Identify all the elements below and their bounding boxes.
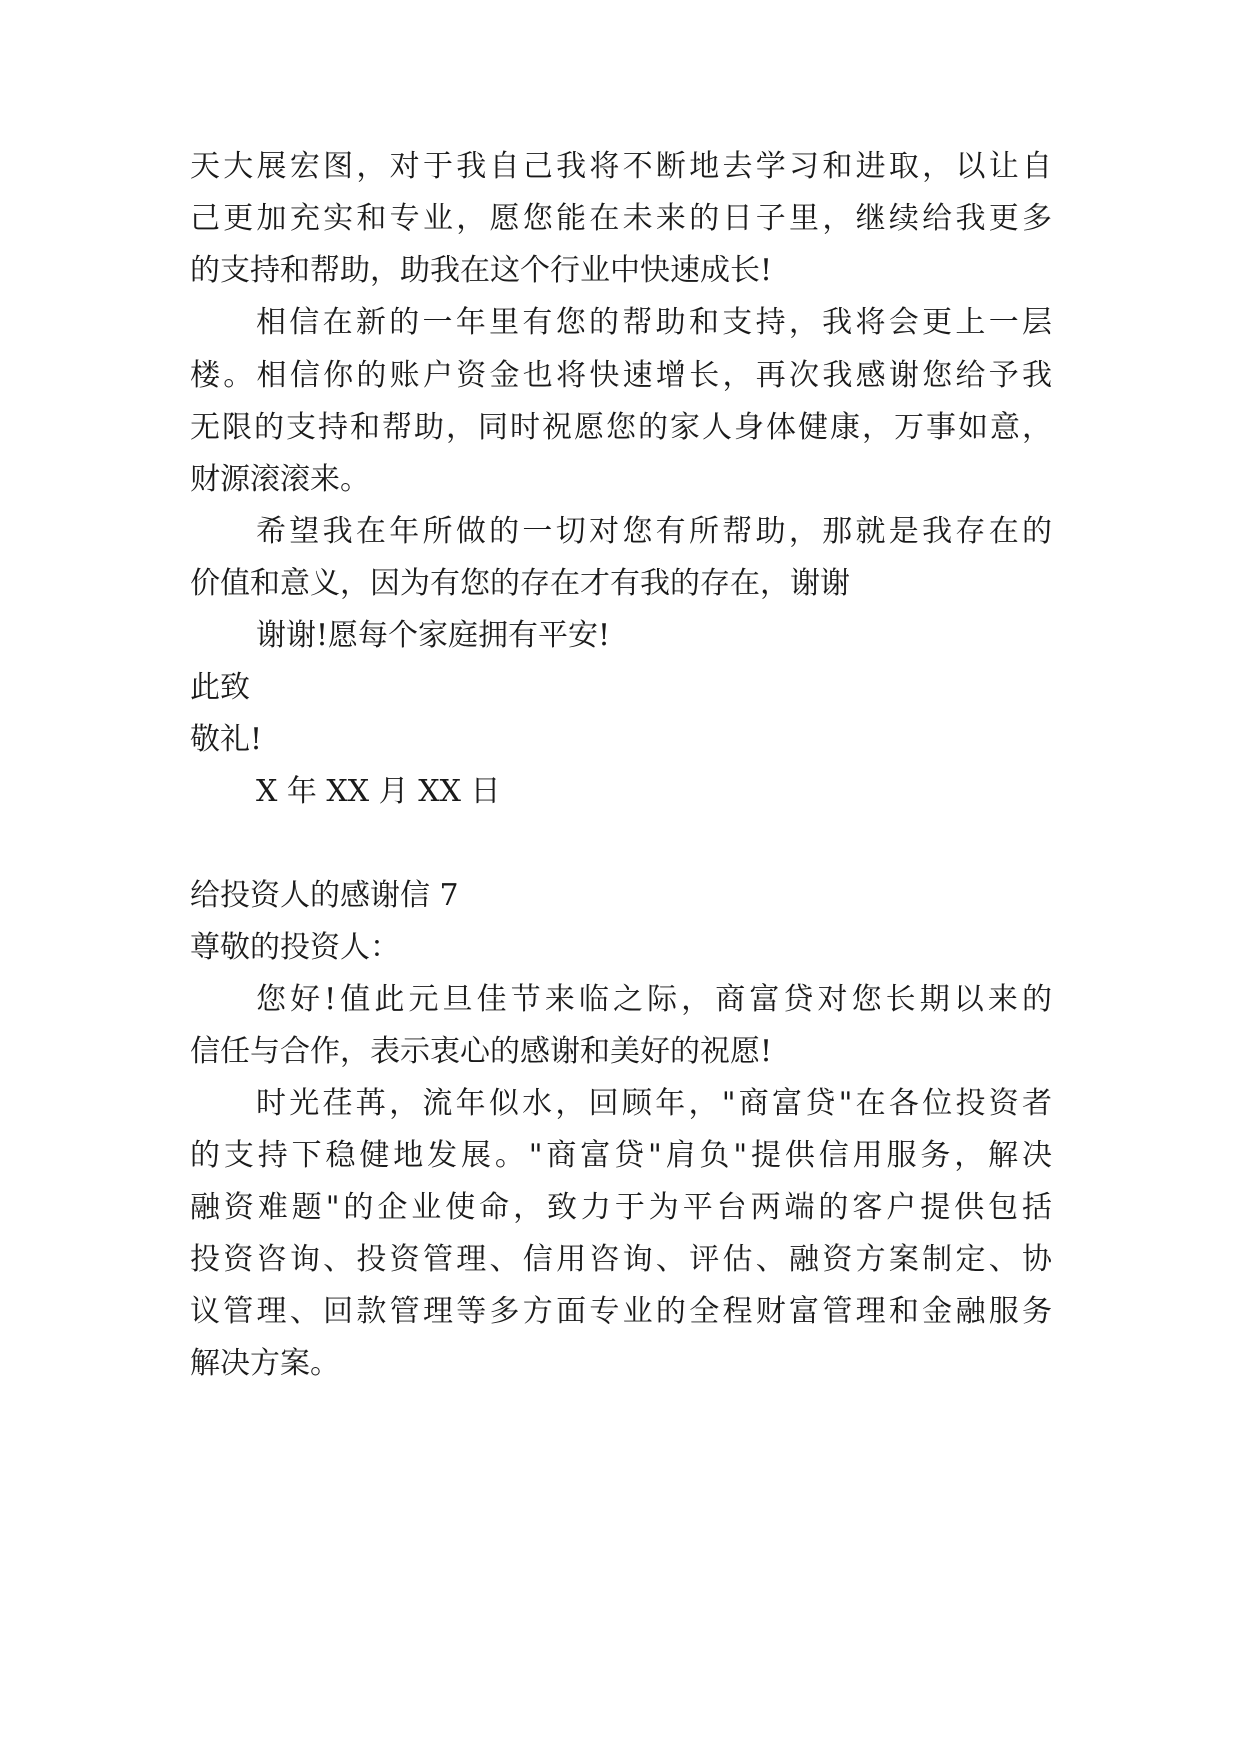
- salutation: 尊敬的投资人：: [190, 930, 400, 965]
- text-line: 价值和意义，因为有您的存在才有我的存在，谢谢: [190, 566, 850, 601]
- text-line: 楼。相信你的账户资金也将快速增长，再次我感谢您给予我: [190, 358, 1052, 393]
- text-line: 时光荏苒，流年似水，回顾年，"商富贷"在各位投资者: [256, 1086, 1052, 1121]
- closing-line: 敬礼!: [190, 722, 263, 757]
- text-line: 议管理、回款管理等多方面专业的全程财富管理和金融服务: [190, 1294, 1052, 1329]
- text-line: 解决方案。: [190, 1346, 340, 1381]
- text-line: 融资难题"的企业使命，致力于为平台两端的客户提供包括: [190, 1190, 1052, 1225]
- text-line: 投资咨询、投资管理、信用咨询、评估、融资方案制定、协: [190, 1242, 1052, 1277]
- text-line: 谢谢!愿每个家庭拥有平安!: [256, 618, 611, 653]
- date-line: X 年 XX 月 XX 日: [256, 774, 501, 809]
- text-line: 的支持下稳健地发展。"商富贷"肩负"提供信用服务，解决: [190, 1138, 1052, 1173]
- text-line: 财源滚滚来。: [190, 462, 370, 497]
- text-line: 无限的支持和帮助，同时祝愿您的家人身体健康，万事如意，: [190, 410, 1052, 445]
- text-line: 您好!值此元旦佳节来临之际，商富贷对您长期以来的: [256, 982, 1052, 1017]
- text-line: 己更加充实和专业，愿您能在未来的日子里，继续给我更多: [190, 201, 1052, 236]
- text-line: 的支持和帮助，助我在这个行业中快速成长!: [190, 253, 773, 288]
- text-line: 天大展宏图，对于我自己我将不断地去学习和进取，以让自: [190, 149, 1052, 184]
- text-line: 相信在新的一年里有您的帮助和支持，我将会更上一层: [256, 305, 1052, 340]
- letter-heading: 给投资人的感谢信 7: [190, 878, 459, 913]
- text-line: 信任与合作，表示衷心的感谢和美好的祝愿!: [190, 1034, 773, 1069]
- text-line: 希望我在年所做的一切对您有所帮助，那就是我存在的: [256, 514, 1052, 549]
- closing-line: 此致: [190, 670, 250, 705]
